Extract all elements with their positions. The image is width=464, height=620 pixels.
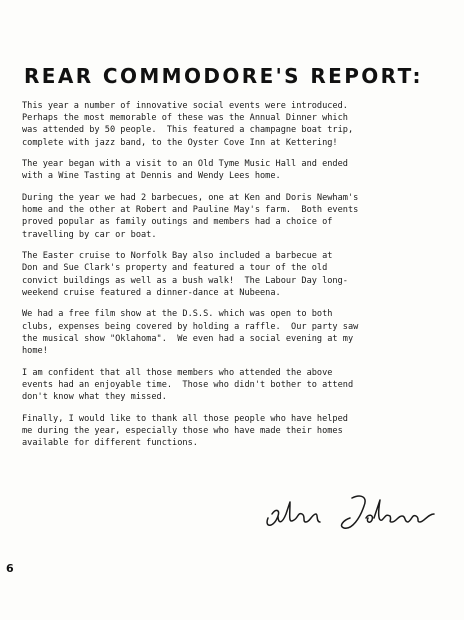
paragraph-annual-dinner: This year a number of innovative social events were introduced. Perhaps the most memorable of these was the Annual Dinner which was attended by 50 people. This featured a champagne boat trip, complete with jazz band, to the Oyster Cove Inn at Kettering! [22, 101, 354, 148]
handwritten-signature [260, 488, 444, 536]
paragraph-confidence: I am confident that all those members who attended the above events had an enjoyable time. Those who didn't bother to attend don't know what they missed. [22, 367, 354, 403]
paragraph-thanks: Finally, I would like to thank all those people who have helped me during the year, especially those who have made their homes available for different functions. [22, 413, 348, 449]
paragraph-easter-cruise: The Easter cruise to Norfolk Bay also included a barbecue at Don and Sue Clark's property and featured a tour of the old convict buildings as well as a bush walk! The Labour Day long- weekend cruise featured a dinner-dance at Nubeena. [22, 251, 348, 298]
paragraph-film-show: We had a free film show at the D.S.S. which was open to both clubs, expenses being covered by holding a raffle. Our party saw the musical show "Oklahoma". We even had a social evening at my home! [22, 309, 359, 357]
page-title: REAR COMMODORE'S REPORT: [24, 64, 423, 88]
page-number: 6 [6, 562, 14, 575]
paragraph-barbecues: During the year we had 2 barbecues, one at Ken and Doris Newham's home and the other at Robert and Pauline May's farm. Both events proved popular as family outings and members had a choice of travelling by car or boat. [22, 193, 359, 240]
paragraph-music-hall: The year began with a visit to an Old Tyme Music Hall and ended with a Wine Tasting at Dennis and Wendy Lees home. [22, 159, 348, 182]
report-body [22, 100, 452, 459]
